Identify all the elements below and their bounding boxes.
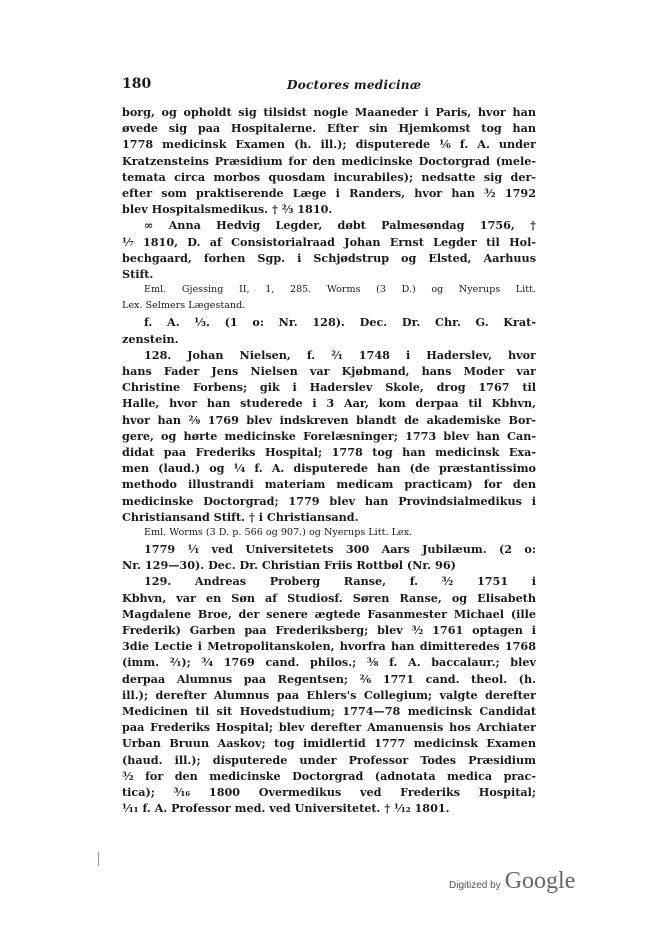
text-line: methodo illustrandi materiam medicam practicam) for den xyxy=(122,477,536,492)
text-line: Halle, hvor han studerede i 3 Aar, kom derpaa til Kbhvn, xyxy=(122,396,536,411)
text-line: Eml. Gjessing II, 1, 285. Worms (3 D.) og Nyerups Litt. xyxy=(144,284,536,296)
text-line: Medicinen til sit Hovedstudium; 1774—78 medicinsk Candidat xyxy=(122,703,536,718)
text-line: 1778 medicinsk Examen (h. ill.); disputerede ¹⁄₆ f. A. under xyxy=(122,137,536,152)
text-line: hans Fader Jens Nielsen var Kjøbmand, hans Moder var xyxy=(122,364,536,378)
text-line: didat paa Frederiks Hospital; 1778 tog han medicinsk Exa- xyxy=(122,444,536,459)
text-line: paa Frederiks Hospital; blev derefter Amanuensis hos Archiater xyxy=(122,720,536,735)
text-line: 1779 ¹⁄₁ ved Universitetets 300 Aars Jubilæum. (2 o: xyxy=(144,542,536,557)
text-line: Nr. 129—30). Dec. Dr. Christian Friis Rottbøl (Nr. 96) xyxy=(122,558,456,573)
text-line: Christiansand Stift. † i Christiansand. xyxy=(122,509,359,524)
text-line: ¹⁄₁₁ f. A. Professor med. ved Universitetet. † ¹⁄₁₂ 1801. xyxy=(122,801,450,816)
text-line: 3die Lectie i Metropolitanskolen, hvorfra han dimitteredes 1768 xyxy=(122,639,536,654)
text-line: efter som praktiserende Læge i Randers, hvor han ³⁄₂ 1792 xyxy=(122,185,536,200)
text-line: Kbhvn, var en Søn af Studiosf. Søren Ranse, og Elisabeth xyxy=(122,590,536,605)
text-line: 128. Johan Nielsen, f. ²⁄₁ 1748 i Haderslev, hvor xyxy=(144,347,536,362)
text-line: gere, og hørte medicinske Forelæsninger; 1773 blev han Can- xyxy=(122,428,536,443)
running-title: Doctores medicinæ xyxy=(287,78,422,92)
body-text xyxy=(122,104,536,816)
text-line: hvor han ²⁄₉ 1769 blev indskreven blandt de akademiske Bor- xyxy=(122,412,536,427)
text-line: Stift. xyxy=(122,266,154,281)
text-line: (imm. ²⁄₁); ³⁄₄ 1769 cand. philos.; ³⁄₈ f. A. baccalaur.; blev xyxy=(122,655,536,670)
text-line: (haud. ill.); disputerede under Professor Todes Præsidium xyxy=(122,752,536,767)
text-line: ill.); derefter Alumnus paa Ehlers's Collegium; valgte derefter xyxy=(122,687,536,702)
text-line: øvede sig paa Hospitalerne. Efter sin Hjemkomst tog han xyxy=(122,121,536,136)
text-line: f. A. ¹⁄₃. (1 o: Nr. 128). Dec. Dr. Chr. G. Krat- xyxy=(144,315,536,330)
text-line: men (laud.) og ¹⁄₄ f. A. disputerede han (de præstantissimo xyxy=(122,461,536,476)
text-line: Magdalene Broe, der senere ægtede Fasanmester Michael (ille xyxy=(122,606,536,621)
text-line: Christine Forbens; gik i Haderslev Skole, drog 1767 til xyxy=(122,380,536,395)
running-head xyxy=(122,76,542,96)
text-line: 129. Andreas Proberg Ranse, f. ³⁄₂ 1751 i xyxy=(144,574,536,589)
digitized-watermark xyxy=(449,868,575,894)
text-line: Lex. Selmers Lægestand. xyxy=(122,300,246,312)
watermark-brand: Google xyxy=(504,868,576,894)
text-line: Eml. Worms (3 D. p. 566 og 907.) og Nyerups Litt. Lex. xyxy=(144,526,413,538)
watermark-prefix: Digitized by xyxy=(449,880,501,891)
text-line: ∞ Anna Hedvig Legder, døbt Palmesøndag 1756, † xyxy=(144,218,536,233)
text-line: temata circa morbos quosdam incurabiles); nedsatte sig der- xyxy=(122,169,536,184)
text-line: ³⁄₂ for den medicinske Doctorgrad (adnotata medica prac- xyxy=(122,768,536,783)
text-line: ¹⁄₇ 1810, D. af Consistorialraad Johan Ernst Legder til Hol- xyxy=(122,234,536,249)
text-line: bechgaard, forhen Sgp. i Schjødstrup og Elsted, Aarhuus xyxy=(122,250,536,265)
text-line: derpaa Alumnus paa Regentsen; ²⁄₆ 1771 cand. theol. (h. xyxy=(122,671,536,686)
text-line: Frederik) Garben paa Frederiksberg; blev ³⁄₂ 1761 optagen i xyxy=(122,623,536,637)
text-line: zenstein. xyxy=(122,331,179,346)
text-line: blev Hospitalsmedikus. † ²⁄₃ 1810. xyxy=(122,202,333,217)
text-line: medicinske Doctorgrad; 1779 blev han Provindsialmedikus i xyxy=(122,493,536,508)
margin-mark xyxy=(98,852,99,866)
text-line: Kratzensteins Præsidium for den medicinske Doctorgrad (mele- xyxy=(122,153,536,168)
text-line: tica); ³⁄₁₆ 1800 Overmedikus ved Frederiks Hospital; xyxy=(122,784,536,799)
text-line: borg, og opholdt sig tilsidst nogle Maaneder i Paris, hvor han xyxy=(122,105,536,119)
page-number: 180 xyxy=(122,76,152,92)
text-line: Urban Bruun Aaskov; tog imidlertid 1777 medicinsk Examen xyxy=(122,736,536,751)
